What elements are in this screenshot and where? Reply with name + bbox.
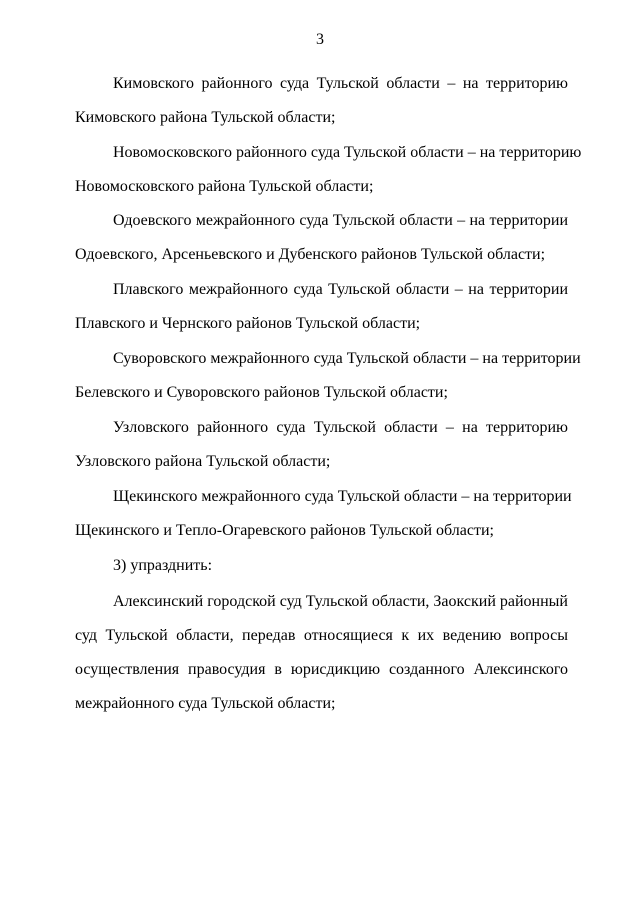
paragraph-line: Плавского межрайонного суда Тульской области – на территории	[113, 281, 568, 298]
paragraph-line: Новомосковского районного суда Тульской области – на территорию	[113, 144, 582, 161]
paragraph-line: Узловского района Тульской области;	[75, 453, 331, 470]
paragraph-line: осуществления правосудия в юрисдикцию созданного Алексинского	[75, 661, 568, 678]
paragraph-line: Суворовского межрайонного суда Тульской области – на территории	[113, 350, 581, 367]
paragraph-line: Одоевского, Арсеньевского и Дубенского районов Тульской области;	[75, 246, 546, 263]
paragraph-line: Щекинского межрайонного суда Тульской области – на территории	[113, 488, 572, 505]
paragraph-line: Плавского и Чернского районов Тульской области;	[75, 315, 421, 332]
paragraph-line: Новомосковского района Тульской области;	[75, 178, 374, 195]
paragraph-line: Щекинского и Тепло-Огаревского районов Тульской области;	[75, 522, 494, 539]
page-number: 3	[316, 31, 324, 48]
paragraph-line: Узловского районного суда Тульской области – на территорию	[113, 419, 568, 436]
paragraph-line: Алексинский городской суд Тульской области, Заокский районный	[113, 593, 568, 610]
paragraph-line: Кимовского районного суда Тульской области – на территорию	[113, 75, 568, 92]
paragraph-line: 3) упразднить:	[113, 557, 213, 574]
paragraph-line: Белевского и Суворовского районов Тульской области;	[75, 384, 448, 401]
paragraph-line: суд Тульской области, передав относящиеся к их ведению вопросы	[75, 627, 568, 644]
paragraph-line: межрайонного суда Тульской области;	[75, 695, 336, 712]
paragraph-line: Кимовского района Тульской области;	[75, 109, 336, 126]
paragraph-line: Одоевского межрайонного суда Тульской области – на территории	[113, 212, 568, 229]
